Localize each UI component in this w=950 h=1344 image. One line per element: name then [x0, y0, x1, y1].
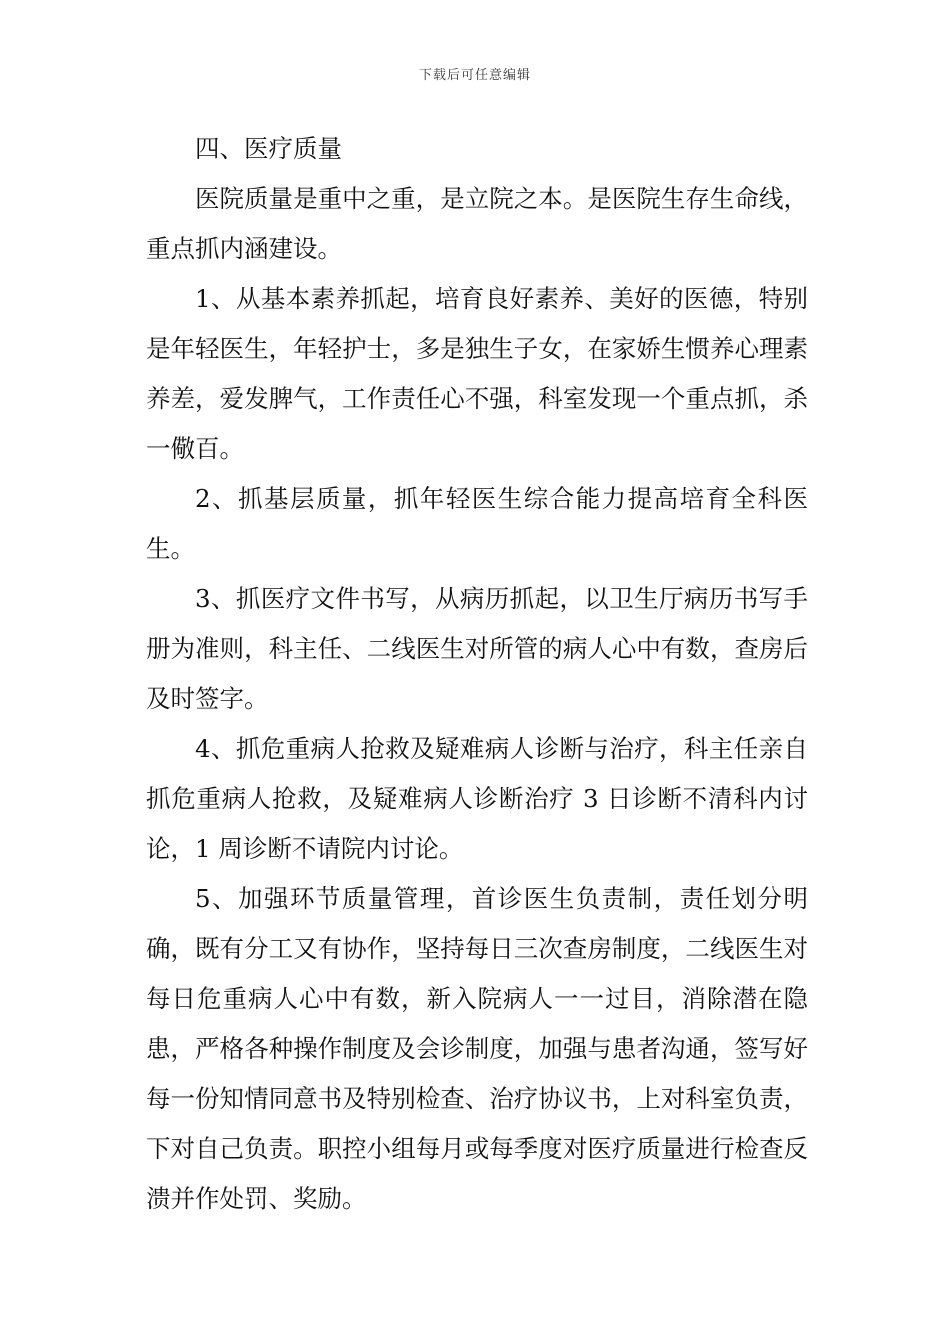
paragraph: 5、加强环节质量管理，首诊医生负责制，责任划分明确，既有分工又有协作，坚持每日三次查房制度，二线医生对每日危重病人心中有数，新入院病人一一过目，消除潜在隐患，严格各种操作制度及会诊制度，加强与患者沟通，签写好每一份知情同意书及特别检查、治疗协议书，上对科室负责，下对自己负责。职控小组每月或每季度对医疗质量进行检查反溃并作处罚、奖励。 [146, 884, 808, 1213]
section-heading: 四、医疗质量 [195, 134, 342, 163]
paragraph: 2、抓基层质量，抓年轻医生综合能力提高培育全科医生。 [146, 484, 808, 563]
paragraph: 3、抓医疗文件书写，从病历抓起，以卫生厅病历书写手册为准则，科主任、二线医生对所管的病人心中有数，查房后及时签字。 [146, 584, 808, 713]
document-body [146, 124, 808, 1224]
paragraph: 1、从基本素养抓起，培育良好素养、美好的医德，特别是年轻医生，年轻护士，多是独生子女，在家娇生惯养心理素养差，爱发脾气，工作责任心不强，科室发现一个重点抓，杀一儆百。 [146, 284, 808, 463]
paragraph: 医院质量是重中之重，是立院之本。是医院生存生命线，重点抓内涵建设。 [146, 184, 808, 263]
header-note: 下载后可任意编辑 [418, 68, 531, 83]
paragraph: 4、抓危重病人抢救及疑难病人诊断与治疗，科主任亲自抓危重病人抢救，及疑难病人诊断治疗 3 日诊断不清科内讨论，1 周诊断不请院内讨论。 [146, 734, 808, 863]
